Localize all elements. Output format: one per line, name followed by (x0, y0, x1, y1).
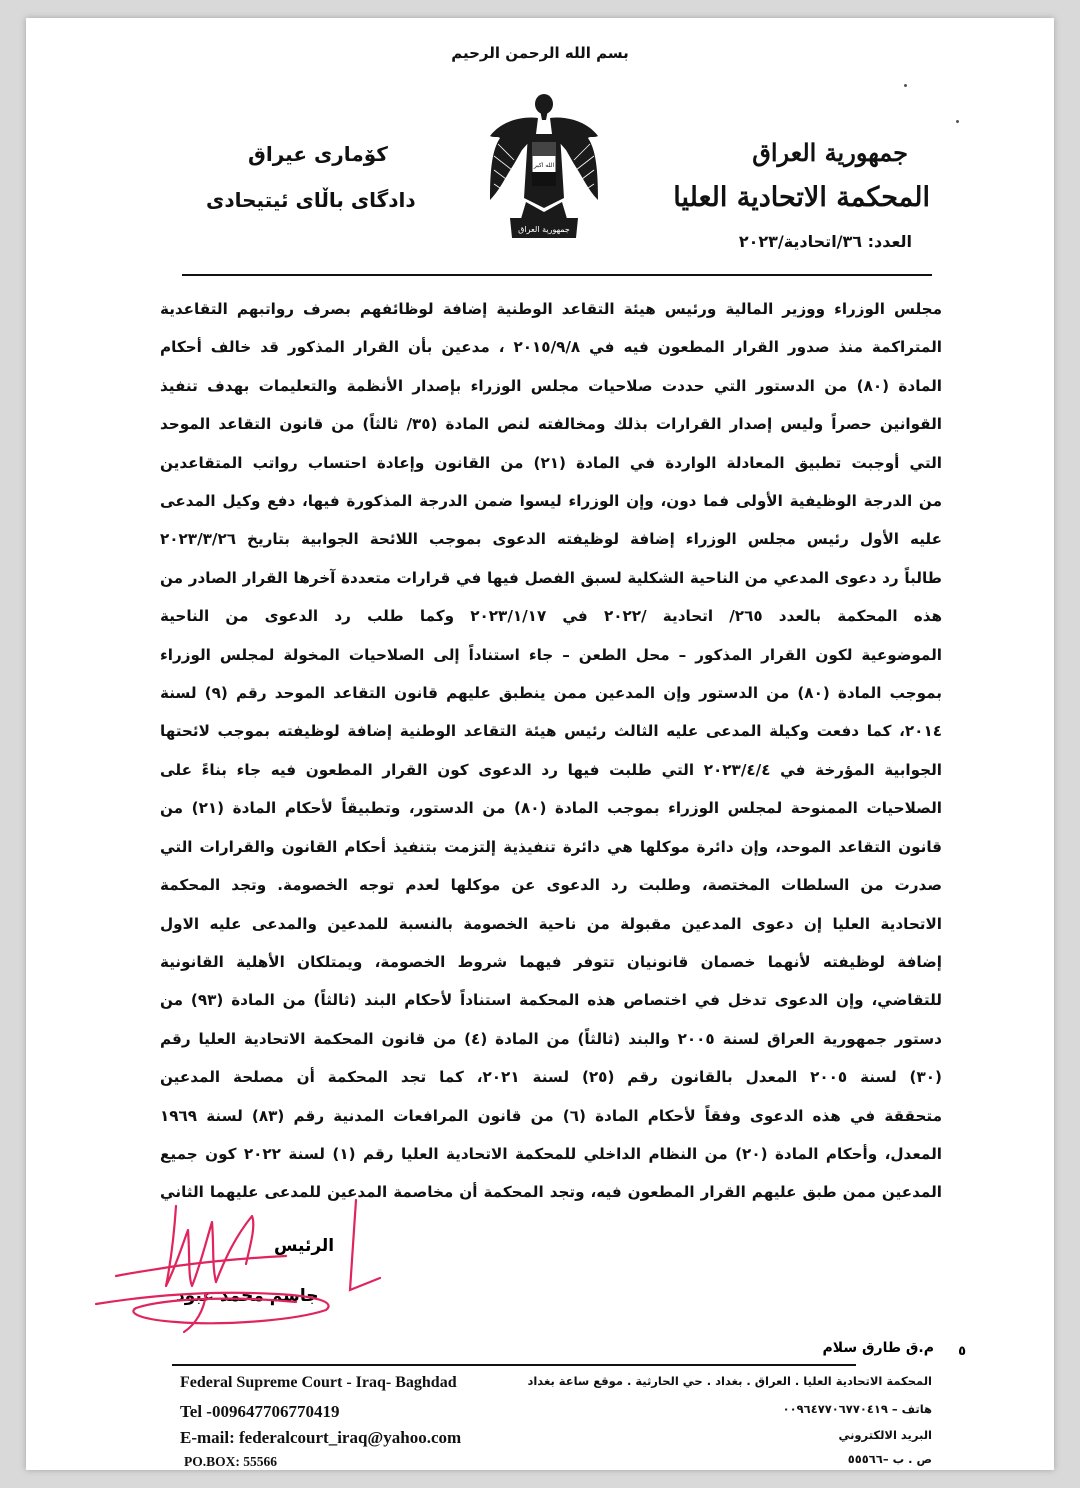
body-line: المتراكمة منذ صدور القرار المطعون فيه في ٢٠١٥/٩/٨ ، مدعين بأن القرار المذكور قد خالف أحكام (160, 338, 943, 357)
footer-pobox: PO.BOX: 55566 (184, 1454, 277, 1469)
typist-initials: م.ق طارق سلام (822, 1340, 934, 1356)
body-line: دستور جمهورية العراق لسنة ٢٠٠٥ والبند (ثالثاً) من المادة (٤) من قانون المحكمة الاتحادية العليا رقم (160, 1029, 942, 1048)
body-line: طالباً رد دعوى المدعي من الناحية الشكلية لسبق الفصل فيها في قرارات متعددة آخرها القرار الصادر من (160, 568, 942, 587)
body-line: للتقاضي، وإن الدعوى تدخل في اختصاص هذه المحكمة استناداً لأحكام البند (ثالثاً) من المادة (٩٣) من (160, 991, 942, 1010)
body-line: بموجب المادة (٨٠) من الدستور وإن المدعين ممن ينطبق عليهم قانون التقاعد الموحد رقم (٩) لسنة (160, 684, 943, 703)
signature-stroke (326, 1194, 396, 1304)
emblem-text-top: الله اكبر (533, 162, 555, 169)
body-line: الجوابية المؤرخة في ٢٠٢٣/٤/٤ التي طلبت فيها رد الدعوى كون القرار المطعون فيه جاء بناءً على (160, 760, 942, 779)
case-number: العدد: ٣٦/اتحادية/٢٠٢٣ (738, 232, 912, 251)
body-line: الموضوعية لكون القرار المذكور – محل الطعن – جاء استناداً إلى الصلاحيات المخولة لمجلس الوزراء (160, 645, 942, 664)
footer-divider (172, 1364, 856, 1366)
emblem-text-bottom: جمهورية العراق (518, 225, 570, 234)
body-line: متحققة في هذه الدعوى وفقاً لأحكام المادة (٦) من قانون المرافعات المدنية رقم (٨٣) لسنة ١٩٦٩ (160, 1106, 942, 1125)
body-line: التي أوجبت تطبيق المعادلة الواردة في المادة (٢١) من القانون وإعادة احتساب رواتب المتقاعدين (160, 453, 942, 472)
body-line: المادة (٨٠) من الدستور التي حددت صلاحيات مجلس الوزراء بإصدار الأنظمة والتعليمات بهدف تنفيذ (160, 376, 942, 395)
speck (956, 120, 959, 123)
header-republic-arabic: جمهورية العراق (752, 138, 908, 167)
basmala: بسم الله الرحمن الرحيم (451, 44, 629, 62)
body-line: ٢٠١٤، كما دفعت وكيلة المدعى عليه الثالث رئيس هيئة التقاعد الوطنية إضافة لوظيفته بموجب لائحتها (160, 722, 942, 741)
body-line: الصلاحيات الممنوحة لمجلس الوزراء بموجب المادة (٨٠) من الدستور، وتطبيقاً لأحكام المادة (٢١) من (160, 799, 942, 818)
body-line: من الدرجة الوظيفية الأولى فما دون، وإن الوزراء ليسوا ضمن الدرجة المذكورة فيها، دفع وكيل المدعى (160, 492, 942, 511)
body-line: صدرت من السلطات المختصة، وطلبت رد الدعوى عن موكلها لعدم توجه الخصومة. وتجد المحكمة (160, 876, 942, 895)
body-line: هذه المحكمة بالعدد ٢٦٥/ اتحادية /٢٠٢٢ في ٢٠٢٣/١/١٧ وكما طلب رد الدعوى من الناحية (160, 607, 942, 626)
body-line: القوانين حصراً وليس إصدار القرارات بذلك ومخالفته لنص المادة (٣٥/ ثالثاً) من قانون التقاعد الموحد (160, 415, 942, 434)
header-divider (182, 274, 932, 276)
signatory-name: جاسم محمد عبود (176, 1286, 319, 1306)
footer-phone-arabic: هاتف – ٠٠٩٦٤٧٧٠٦٧٧٠٤١٩ (782, 1402, 932, 1416)
document-page (26, 18, 1054, 1470)
header-court-kurdish: دادگای باڵای ئیتیحادی (206, 188, 416, 212)
body-line: الاتحادية العليا إن دعوى المدعين مقبولة من ناحية الخصومة بالنسبة للمدعين والمدعى عليه الاول (160, 914, 942, 933)
body-line: المدعين ممن طبق عليهم القرار المطعون فيه، وتجد المحكمة أن مخاصمة المدعين للمدعى عليهما الثاني (160, 1183, 942, 1202)
iraq-coat-of-arms-emblem (484, 90, 604, 246)
body-line: إضافة لوظيفته لأنهما خصمان قانونيان تتوفر فيهما شروط الخصومة، ويمتلكان الأهلية القانونية (160, 952, 942, 971)
footer-email: E-mail: federalcourt_iraq@yahoo.com (180, 1428, 462, 1447)
footer-telephone: Tel -009647706770419 (180, 1402, 340, 1421)
body-line: (٣٠) لسنة ٢٠٠٥ المعدل بالقانون رقم (٢٥) لسنة ٢٠٢١، كما تجد المحكمة أن مصلحة المدعين (160, 1068, 942, 1087)
handwritten-signature (56, 1186, 356, 1336)
decision-body-text (160, 290, 942, 1212)
signatory-title: الرئيس (274, 1236, 335, 1256)
body-line: المعدل، وأحكام المادة (٢٠) من النظام الداخلي للمحكمة الاتحادية العليا رقم (١) لسنة ٢٠٢٢ كون جميع (160, 1144, 942, 1163)
body-line: قانون التقاعد الموحد، وإن دائرة موكلها هي دائرة تنفيذية إلتزمت بتنفيذ أحكام القانون والقرارات التي (160, 837, 942, 856)
body-line: عليه الأول رئيس مجلس الوزراء إضافة لوظيفته الدعوى بموجب اللائحة الجوابية بتاريخ ٢٠٢٣/٣/٢٦ (160, 530, 942, 549)
footer-court-name: Federal Supreme Court - Iraq- Baghdad (180, 1374, 457, 1391)
footer-email-arabic: البريد الالكتروني (838, 1428, 932, 1442)
speck (904, 84, 907, 87)
footer-address-arabic: المحكمة الاتحادية العليا . العراق . بغداد . حي الحارثية . موقع ساعة بغداد (527, 1374, 932, 1388)
body-line: مجلس الوزراء ووزير المالية ورئيس هيئة التقاعد الوطنية إضافة لوظائفهم بصرف رواتبهم التقاعدية (160, 300, 942, 318)
header-court-arabic: المحكمة الاتحادية العليا (673, 182, 930, 213)
page-number: ٥ (958, 1344, 966, 1359)
footer-pobox-arabic: ص . ب –٥٥٥٦٦ (847, 1452, 932, 1466)
header-republic-kurdish: كۆماری عیراق (248, 142, 388, 166)
